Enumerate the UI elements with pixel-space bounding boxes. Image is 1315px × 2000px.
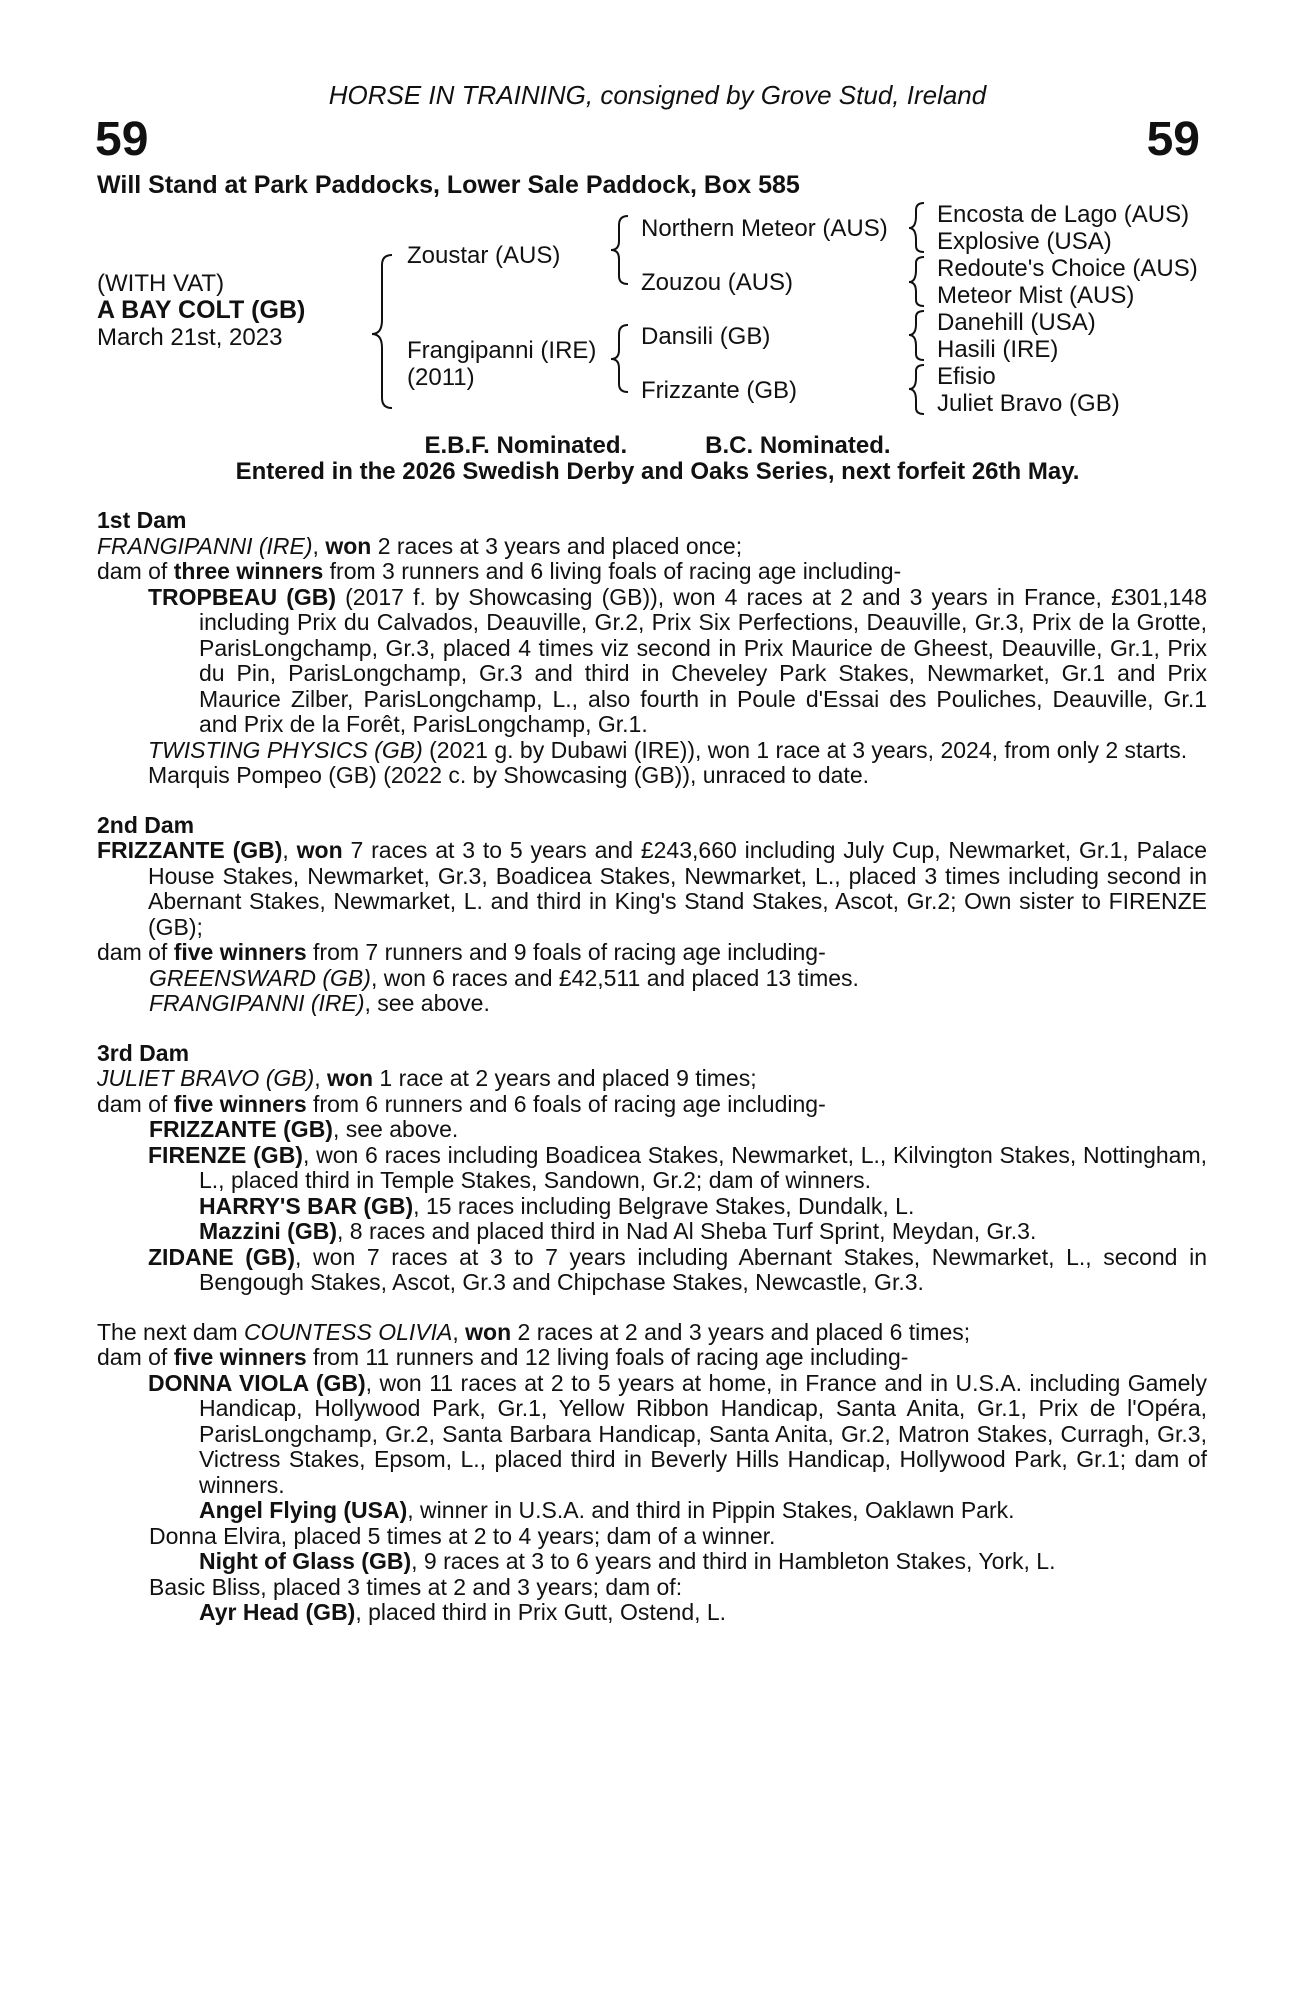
ped-dds: Efisio bbox=[937, 363, 996, 390]
dam-sire: Dansili (GB) bbox=[641, 323, 771, 350]
next-dam-produce: dam of five winners from 11 runners and 12 living foals of racing age including- bbox=[97, 1344, 909, 1370]
brace-ss bbox=[909, 203, 924, 252]
brace-sire bbox=[611, 216, 628, 284]
ped-ddd: Juliet Bravo (GB) bbox=[937, 390, 1120, 417]
dam-dam: Frizzante (GB) bbox=[641, 377, 798, 404]
brace-sd bbox=[909, 257, 924, 306]
ped-sdd: Meteor Mist (AUS) bbox=[937, 282, 1135, 309]
ped-dsd: Hasili (IRE) bbox=[937, 336, 1059, 363]
ped-sss: Encosta de Lago (AUS) bbox=[937, 201, 1190, 228]
second-dam-line: FRIZZANTE (GB), won 7 races at 3 to 5 years and £243,660 including July Cup, Newmarket, Gr.1, Palace House Stakes, Newmarket, Gr.3, Boadicea Stakes, Newmarket, L., placed 3 times including second in Abernant Stakes, Newmarket, L. and third in King's Stand Stakes, Ascot, Gr.2; Own sister to FIRENZE (GB); bbox=[97, 837, 1207, 940]
catalogue-body bbox=[97, 508, 1207, 1626]
third-dam-heading: 3rd Dam bbox=[97, 1039, 190, 1066]
produce-night-of-glass: Night of Glass (GB), 9 races at 3 to 6 years and third in Hambleton Stakes, York, L. bbox=[199, 1548, 1056, 1574]
ped-sds: Redoute's Choice (AUS) bbox=[937, 255, 1198, 282]
stand-location: Will Stand at Park Paddocks, Lower Sale Paddock, Box 585 bbox=[97, 171, 800, 199]
sire-sire: Northern Meteor (AUS) bbox=[641, 215, 888, 242]
produce-tropbeau: TROPBEAU (GB) (2017 f. by Showcasing (GB)), won 4 races at 2 and 3 years in France, £301,148 including Prix du Calvados, Deauville, Gr.2, Prix Six Perfections, Deauville, Gr.3, Prix de la Grotte, ParisLongchamp, Gr.3, placed 4 times viz second in Prix Maurice de Gheest, Deauville, Gr.1, Prix du Pin, ParisLongchamp, Gr.3 and third in Cheveley Park Stakes, Newmarket, Gr.1 and Prix Maurice Zilber, ParisLongchamp, L., also fourth in Poule d'Essai des Pouliches, Deauville, Gr.1 and Prix de la Forêt, ParisLongchamp, Gr.1. bbox=[148, 583, 1207, 737]
third-dam-produce: dam of five winners from 6 runners and 6 foals of racing age including- bbox=[97, 1090, 826, 1117]
lot-number-right: 59 bbox=[1146, 113, 1200, 166]
nominations bbox=[0, 433, 1315, 459]
brace-dam bbox=[611, 325, 628, 392]
vat-note: (WITH VAT) bbox=[97, 270, 225, 297]
produce-frizzante: FRIZZANTE (GB), see above. bbox=[149, 1116, 459, 1142]
ped-dss: Danehill (USA) bbox=[937, 309, 1096, 336]
produce-donna-elvira: Donna Elvira, placed 5 times at 2 to 4 years; dam of a winner. bbox=[149, 1522, 776, 1549]
third-dam-line: JULIET BRAVO (GB), won 1 race at 2 years and placed 9 times; bbox=[97, 1065, 757, 1091]
produce-greensward: GREENSWARD (GB), won 6 races and £42,511 and placed 13 times. bbox=[149, 964, 859, 991]
produce-frangipanni: FRANGIPANNI (IRE), see above. bbox=[149, 990, 490, 1016]
produce-angel-flying: Angel Flying (USA), winner in U.S.A. and third in Pippin Stakes, Oaklawn Park. bbox=[199, 1497, 1015, 1523]
produce-donna-viola: DONNA VIOLA (GB), won 11 races at 2 to 5 years at home, in France and in U.S.A. including Gamely Handicap, Hollywood Park, Gr.1, Yellow Ribbon Handicap, Santa Anita, Gr.1, Prix de l'Opéra, ParisLongchamp, Gr.2, Santa Barbara Handicap, Santa Anita, Gr.2, Matron Stakes, Curragh, Gr.3, Victress Stakes, Epsom, L., placed third in Beverly Hills Handicap, Hollywood Park, Gr.1; dam of winners. bbox=[148, 1369, 1207, 1498]
produce-firenze: FIRENZE (GB), won 6 races including Boadicea Stakes, Newmarket, L., Kilvington Stakes, Nottingham, L., placed third in Temple Stakes, Sandown, Gr.2; dam of winners. bbox=[148, 1141, 1207, 1193]
second-dam-produce: dam of five winners from 7 runners and 9 foals of racing age including- bbox=[97, 939, 826, 965]
produce-harrys-bar: HARRY'S BAR (GB), 15 races including Belgrave Stakes, Dundalk, L. bbox=[199, 1192, 915, 1219]
catalogue-header: HORSE IN TRAINING, consigned by Grove Stud, Ireland bbox=[328, 80, 987, 110]
lot-number-left: 59 bbox=[95, 113, 149, 166]
produce-marquis-pompeo: Marquis Pompeo (GB) (2022 c. by Showcasing (GB)), unraced to date. bbox=[148, 762, 869, 788]
produce-twisting-physics: TWISTING PHYSICS (GB) (2021 g. by Dubawi (IRE)), won 1 race at 3 years, 2024, from only 2 starts. bbox=[148, 736, 1188, 763]
brace-main bbox=[372, 255, 392, 408]
produce-mazzini: Mazzini (GB), 8 races and placed third in Nad Al Sheba Turf Sprint, Meydan, Gr.3. bbox=[199, 1218, 1037, 1244]
ped-ssd: Explosive (USA) bbox=[937, 228, 1112, 255]
produce-zidane: ZIDANE (GB), won 7 races at 3 to 7 years including Abernant Stakes, Newmarket, L., second in Bengough Stakes, Ascot, Gr.3 and Chipchase Stakes, Newcastle, Gr.3. bbox=[148, 1243, 1207, 1295]
first-dam-heading: 1st Dam bbox=[97, 507, 187, 533]
entry-note: Entered in the 2026 Swedish Derby and Oaks Series, next forfeit 26th May. bbox=[235, 458, 1080, 485]
horse-dob: March 21st, 2023 bbox=[97, 324, 283, 351]
dam-year: (2011) bbox=[407, 364, 475, 391]
second-dam-heading: 2nd Dam bbox=[97, 811, 195, 838]
horse-name: A BAY COLT (GB) bbox=[97, 296, 306, 324]
produce-basic-bliss: Basic Bliss, placed 3 times at 2 and 3 years; dam of: bbox=[149, 1573, 683, 1600]
first-dam-line: FRANGIPANNI (IRE), won 2 races at 3 years and placed once; bbox=[97, 532, 743, 559]
produce-ayr-head: Ayr Head (GB), placed third in Prix Gutt, Ostend, L. bbox=[199, 1599, 727, 1625]
dam: Frangipanni (IRE) bbox=[407, 337, 597, 364]
brace-ds bbox=[909, 311, 924, 360]
sire-dam: Zouzou (AUS) bbox=[641, 269, 794, 296]
first-dam-produce: dam of three winners from 3 runners and 6 living foals of racing age including- bbox=[97, 558, 902, 584]
brace-dd bbox=[909, 365, 924, 414]
sire: Zoustar (AUS) bbox=[407, 242, 561, 269]
ebf-nomination: E.B.F. Nominated. bbox=[424, 432, 628, 459]
bc-nomination: B.C. Nominated. bbox=[705, 432, 891, 459]
next-dam-line: The next dam COUNTESS OLIVIA, won 2 races at 2 and 3 years and placed 6 times; bbox=[97, 1318, 971, 1345]
